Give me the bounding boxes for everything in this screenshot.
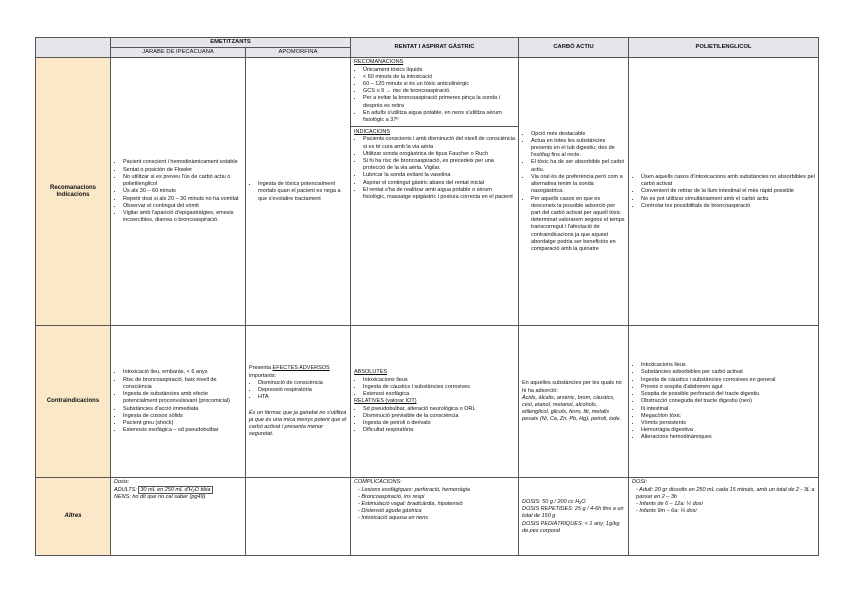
list-item: • Repetir dosi si als 20 – 30 minuts no ha vomitat [123, 196, 242, 203]
cell-contra-rentat [351, 326, 519, 478]
cell-altres-carbo [519, 478, 629, 556]
list-contra-apomorfina [249, 380, 347, 402]
ipeca-dosis-title: Dosis: [114, 479, 130, 486]
list-item: • Megacòlon tòxic [641, 413, 815, 420]
cell-recom-ipeca [111, 58, 246, 326]
rentat-abs-title: ABSOLUTES [354, 369, 388, 376]
list-item: • Substàncies adsorbibles per carbó activat [641, 369, 815, 376]
list-item: • Ingesta de càustics i substàncies corrosives [363, 384, 515, 391]
list-rentat-abs [354, 377, 515, 399]
carbo-dosi-0: DOSIS: 50 g / 200 cc H₂O [522, 498, 586, 505]
list-item: • Intoxicació lleu, embaràs, < 6 anys [123, 369, 242, 376]
list-item: • Estenosis esofàgica – sd pseudobulbar [123, 427, 242, 434]
cell-recom-apomorfina [246, 58, 351, 326]
list-rentat-indic [354, 136, 515, 201]
carbo-dosi-1: DOSIS REPETIDES: 25 g / 4-6h fins a un total de 150 g [522, 506, 624, 520]
rentat-rel-title: RELATIVES (valorar IOT) [354, 398, 417, 405]
list-item: - Distensió aguda gàstrica [358, 508, 515, 515]
list-item: • Únicament tòxics líquids [363, 67, 515, 74]
corner-cell [36, 38, 111, 58]
list-recom-carbo [522, 131, 625, 253]
row-label-altres: Altres [36, 478, 111, 556]
list-item: • Intoxicacions lleus [363, 377, 515, 384]
list-recom-ipeca [114, 159, 242, 224]
list-item: • Risc de broncoaspiració, baix nivell de consciència [123, 377, 242, 391]
comparison-table [35, 37, 819, 556]
header-carbo: CARBÓ ACTIU [519, 38, 629, 58]
cell-altres-ipeca [111, 478, 246, 556]
carbo-dosi-2: DOSIS PEDIÀTRIQUES: < 1 any; 1g/kg de pes corporal [522, 520, 620, 534]
list-item: • Úsen aquells casos d'intoxicacions amb substàncies no absorbibles pel carbó activat [641, 174, 815, 188]
list-item: • Estenosi esofàgica [363, 391, 515, 398]
ipeca-nens: NENS: ho dit que no cal saber (pg49) [114, 493, 206, 500]
ipeca-adults-label: ADULTS: [114, 486, 137, 493]
list-item: • Ingesta de càustics i substàncies corrosives en general [641, 377, 815, 384]
list-item: • Vigilar amb l'aparició d'epigastràlgies, emesis incoercibles, diarrea o broncoaspiració. [123, 210, 242, 224]
list-item: • No utilitzar si es preveu l'ús de carbó actiu o polietilenglicol [123, 174, 242, 188]
carbo-contra-intro: En aquelles substàncies per les quals no hi ha adsorció: [522, 380, 622, 394]
rentat-recom-title: RECOMANACIONS [354, 59, 404, 66]
list-item: • Utilitzar sonda orogàstrica de tipus Faucher o Ruch [363, 151, 515, 158]
list-item: • < 60 minuts de la intoxicació [363, 74, 515, 81]
rentat-indic-title: INDICACIONS [354, 129, 391, 136]
cell-contra-poli [629, 326, 819, 478]
cell-altres-apomorfina [246, 478, 351, 556]
list-item: • El rentat s'ha de realitzar amb aigua potable o sèrum fisiològic, massatge epigàstric i postura correcta en el pacient [363, 187, 515, 201]
list-item: • Sentat o posición de Flowler [123, 167, 242, 174]
list-item: • Pacients conscients i amb disminució del nivell de consciència si es té cura amb la via aèria [363, 136, 515, 150]
ipeca-adults-dose: 30 mL en 250 mL d'H₂O tibia [140, 486, 211, 493]
header-emetitzants: EMETITZANTS [111, 38, 351, 48]
cell-altres-rentat [351, 478, 519, 556]
list-item: • Intoxicacions lleus [641, 362, 815, 369]
list-item: - Estimulació vagal: bradicàrdia, hipotensió [358, 501, 515, 508]
list-item: • Actua en totes les substàncies presents en el tub digestiu; des de l'esòfag fins al recte. [531, 138, 625, 160]
header-rentat: RENTAT I ASPIRAT GÀSTRIC [351, 38, 519, 58]
list-item: • Ingesta de petroli o derivats [363, 420, 515, 427]
list-item: • Si hi ha risc de broncoaspiració, es precedeix per una protecció de la via aèria. Vigilar. [363, 158, 515, 172]
list-item: • Hemorràgia digestiva [641, 427, 815, 434]
list-contra-ipeca [114, 369, 242, 434]
header-apomorfina: APOMORFINA [246, 48, 351, 58]
list-item: • El tòxic ha de ser absorbible pel carbó actiu. [531, 159, 625, 173]
list-item: • Convenient de retirar de la llum intestinal el més ràpid possible [641, 188, 815, 195]
list-item: - Infants de 6 – 12a: ½ dosi [636, 501, 815, 508]
list-item: • Aspirar el contingut gàstric abans del rentat inicial [363, 180, 515, 187]
carbo-contra-list: Àcids, àlcalis, arsènic, brom, càustics, cesi, etanol, metanol, alcohols, etilenglicol, glicols, ferro, liti, metalls pesats (Ni, Ca, Zn, Pb, Hg), petroli, iode. [522, 394, 622, 423]
apo-efectes-link: EFECTES ADVERSOS [272, 365, 330, 372]
list-item: - Broncoaspiració, ins respi [358, 494, 515, 501]
cell-contra-ipeca [111, 326, 246, 478]
cell-recom-poli [629, 58, 819, 326]
list-item: • Ili intestinal [641, 406, 815, 413]
list-item: • Depressió respiratòria [258, 387, 347, 394]
list-contra-poli [632, 362, 815, 441]
header-ipeca: JARABE DE IPECACUANA [111, 48, 246, 58]
header-polietilenglicol: POLIETILENGLICOL [629, 38, 819, 58]
poli-dosi-title: DOSI: [632, 479, 647, 486]
list-item: • Per aquells casos en que es desconeix la possible adsorció per part del carbó activat per aquell tòxic determinat valorarem segons el temps transcorregut i l'afectació de contraindicacions ja que aquest abordatge podria ser beneficiós en comparació amb la quinatre [531, 196, 625, 254]
cell-altres-poli [629, 478, 819, 556]
cell-contra-carbo [519, 326, 629, 478]
list-item: - Infants 9m – 6a: ¼ dosi [636, 508, 815, 515]
list-item: • Obstrucció coneguda del tracte digestiu (neo) [641, 398, 815, 405]
list-item: • Alteracions hemodinàmiques [641, 434, 815, 441]
row-label-contraindicacions: Contraindicacions [36, 326, 111, 478]
list-item: • En adults s'utilitza aigua potable, en nens s'utilitza sèrum fisiològic a 37º [363, 110, 515, 124]
list-item: • Lubricar la sonda evitant la vaselina [363, 172, 515, 179]
cell-recom-carbo [519, 58, 629, 326]
list-rentat-rel [354, 406, 515, 435]
list-item: - Lesions esofàgiques: perforació, hemorràgia [358, 487, 515, 494]
list-item: • Sd pseudobulbar, alteració neurològica o ORL [363, 406, 515, 413]
list-item: • Sospita de possible perforació del tracte digestiu [641, 391, 815, 398]
list-item: • No es pot utilitzar simultàniament amb el carbó actiu [641, 196, 815, 203]
list-item: • Disminució previsible de la consciència [363, 413, 515, 420]
list-item: - Adult: 20 gr dissolts en 250 mL cada 15 minuts, amb un total de 2 - 3L a passar en 2 – 3h [636, 487, 815, 501]
apo-after: importants: [249, 372, 277, 379]
list-item: • Ingesta de substàncies amb efecte potencialment proconvulsivant (procomicial) [123, 391, 242, 405]
list-item: • Controlar les possibilitats de broncoaspiració [641, 203, 815, 210]
list-item: - Intoxicació aquosa en nens [358, 515, 515, 522]
list-item: • Disminució de consciència [258, 380, 347, 387]
apo-intro: Presenta [249, 365, 272, 372]
list-item: • HTA [258, 394, 347, 401]
list-rentat-recom [354, 67, 515, 125]
list-item: • Pacient greu (shock) [123, 420, 242, 427]
list-item: • Substàncies d'acció immediata [123, 406, 242, 413]
apo-note: És un fàrmac que ja gairebé no s'utilitza ja que és una mica menys potent que el carbó activat i presenta menor seguretat. [249, 409, 347, 438]
list-altres-rentat [354, 487, 515, 523]
list-item: • Ús als 30 – 60 minuts [123, 188, 242, 195]
list-item: • 60 – 120 minuts si és un tòxic anticolinèrgic [363, 81, 515, 88]
list-item: • Ingesta de cossos sòlids [123, 413, 242, 420]
list-item: • Observar el contingut del vòmit [123, 203, 242, 210]
list-item: • Ingesta de tòxics potencialment mortals quan el pacient es nega a que s'evolatire tractament [258, 181, 347, 203]
list-item: • Pacient conscient i hemodinàmicament estable [123, 159, 242, 166]
list-item: • Via oral és de preferència però com a alternativa tenim la sonda nasogàstrica. [531, 174, 625, 196]
list-recom-apomorfina [249, 181, 347, 203]
list-item: • Dificultat respiratòria [363, 427, 515, 434]
list-item: • Proves o sospita d'abdomen agut [641, 384, 815, 391]
list-altres-poli [632, 487, 815, 516]
list-recom-poli [632, 174, 815, 210]
list-item: • Vòmits persistents [641, 420, 815, 427]
cell-contra-apomorfina [246, 326, 351, 478]
list-item: • Opció més destacable [531, 131, 625, 138]
row-label-recomanacions: Recomanacions Indicacions [36, 58, 111, 326]
rentat-complicacions-title: COMPLICACIONS: [354, 479, 402, 486]
list-item: • Per a evitar la broncoaspiració primeres pinça la sonda i després es retira [363, 95, 515, 109]
cell-recom-rentat [351, 58, 519, 326]
list-item: • GCS ≤ 9 → risc de broncoaspiració. [363, 88, 515, 95]
